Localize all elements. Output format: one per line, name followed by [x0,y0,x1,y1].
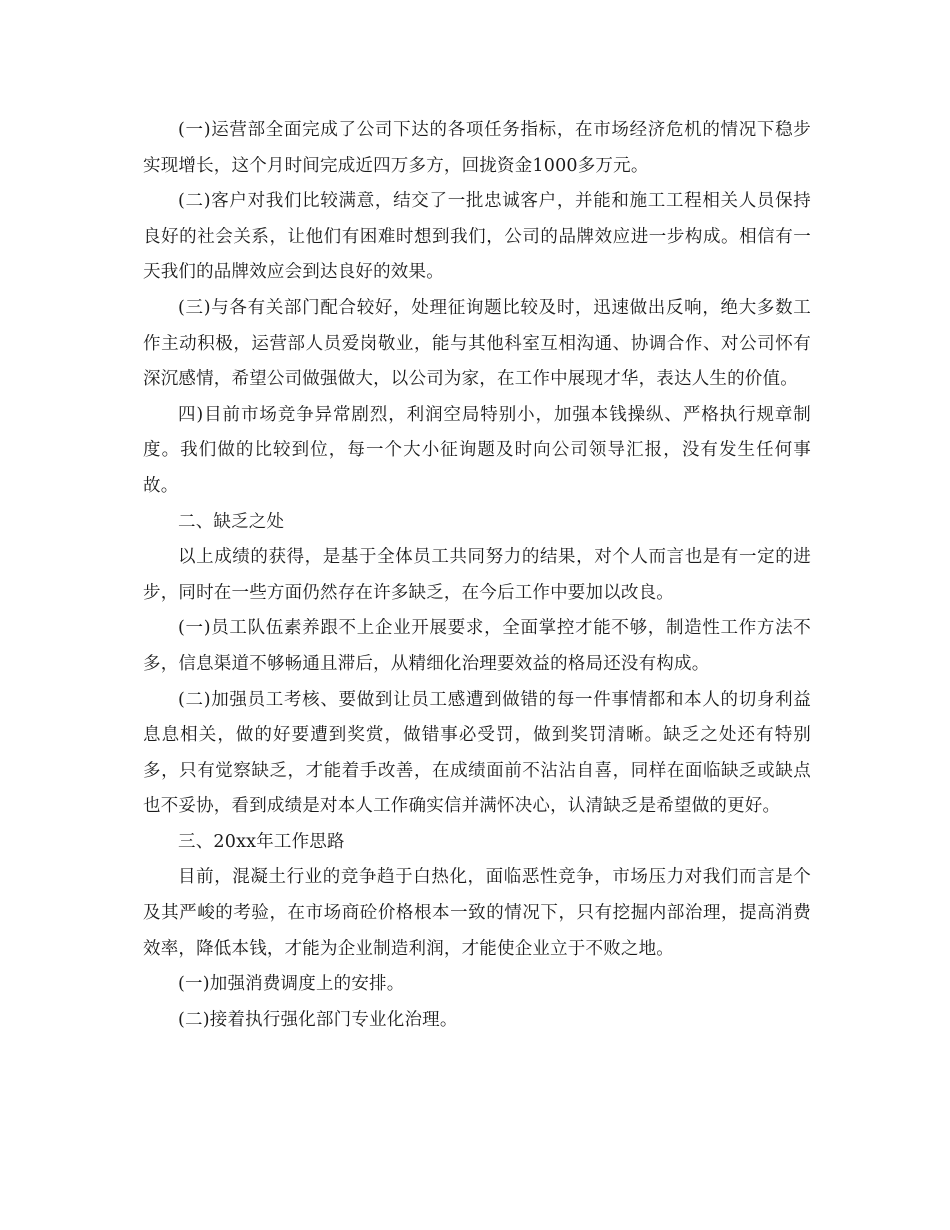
paragraph-work-plan-2: (二)接着执行强化部门专业化治理。 [178,1009,458,1030]
paragraph-shortcoming-2: (二)加强员工考核、要做到让员工感遭到做错的每一件事情都和本人的切身利益息息相关，做的好要遭到奖赏，做错事必受罚，做到奖罚清晰。缺乏之处还有特别多，只有觉察缺乏，才能着手改善，在成绩面前不沾沾自喜，同样在面临缺乏或缺点也不妥协，看到成绩是对本人工作确实信并满怀决心，认清缺乏是希望做的更好。 [143,689,811,817]
paragraph-achievement-3: (三)与各有关部门配合较好，处理征询题比较及时，迅速做出反响，绝大多数工作主动积极，运营部人员爱岗敬业，能与其他科室互相沟通、协调合作、对公司怀有深沉感情，希望公司做强做大，以公司为家，在工作中展现才华，表达人生的价值。 [143,297,811,390]
section-heading-shortcomings: 二、缺乏之处 [178,511,285,532]
paragraph-achievement-1: (一)运营部全面完成了公司下达的各项任务指标，在市场经济危机的情况下稳步实现增长，这个月时间完成近四万多方，回拢资金1000多万元。 [143,120,811,176]
paragraph-achievement-2: (二)客户对我们比较满意，结交了一批忠诚客户，并能和施工工程相关人员保持良好的社会关系，让他们有困难时想到我们，公司的品牌效应进一步构成。相信有一天我们的品牌效应会到达良好的效果。 [143,191,811,283]
paragraph-shortcomings-intro: 以上成绩的获得，是基于全体员工共同努力的结果，对个人而言也是有一定的进步，同时在一些方面仍然存在许多缺乏，在今后工作中要加以改良。 [143,547,811,603]
paragraph-work-plan-intro: 目前，混凝土行业的竞争趋于白热化，面临恶性竞争，市场压力对我们而言是个及其严峻的考验，在市场商砼价格根本一致的情况下，只有挖掘内部治理，提高消费效率，降低本钱，才能为企业制造利润，才能使企业立于不败之地。 [143,867,811,959]
section-heading-work-plan: 三、20xx年工作思路 [178,831,345,852]
paragraph-work-plan-1: (一)加强消费调度上的安排。 [178,974,405,995]
document-page [143,113,811,1038]
paragraph-achievement-4: 四)目前市场竞争异常剧烈，利润空局特别小，加强本钱操纵、严格执行规章制度。我们做的比较到位，每一个大小征询题及时向公司领导汇报，没有发生任何事故。 [143,404,811,496]
paragraph-shortcoming-1: (一)员工队伍素养跟不上企业开展要求，全面掌控才能不够，制造性工作方法不多，信息渠道不够畅通且滞后，从精细化治理要效益的格局还没有构成。 [143,618,811,674]
